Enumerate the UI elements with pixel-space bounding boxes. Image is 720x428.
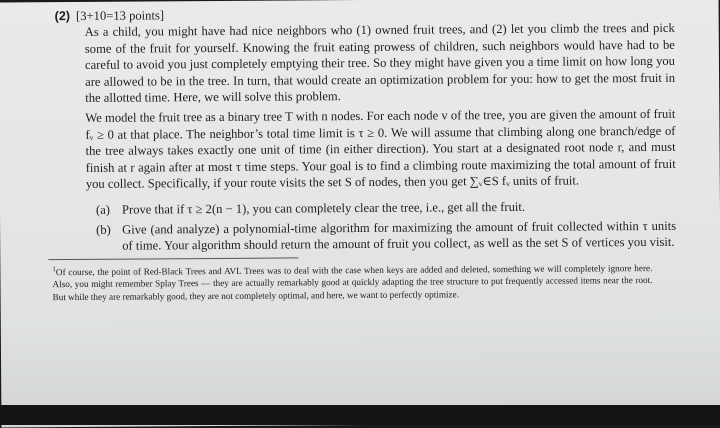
- part-b: [96, 218, 676, 255]
- part-a-label: (a): [96, 202, 116, 219]
- footnote: [52, 259, 652, 304]
- problem-number: (2): [55, 8, 71, 25]
- part-b-text: Give (and analyze) a polynomial-time algorithm for maximizing the amount of fruit collected within τ units of time. Your algorithm should return the amount of fruit you collect, as well as the set S of vertices you visit.: [122, 218, 676, 255]
- footnote-text: Of course, the point of Red-Black Trees and AVL Trees was to deal with the case when keys are added and deleted, something we will completely ignore here. Also, you might remember Splay Trees — they are actually remarkably good at quickly adapting the tree structure to put frequently accessed items near the root. But while they are remarkably good, they are not completely optimal, and here, we want to perfectly optimize.: [52, 263, 652, 302]
- footnote-rule: [48, 257, 298, 260]
- problem-points: [3+10=13 points]: [76, 7, 164, 24]
- screen-bezel: [0, 405, 720, 425]
- footnote-mark: 1: [52, 265, 56, 273]
- part-a: [96, 198, 676, 218]
- part-a-text: Prove that if τ ≥ 2(n − 1), you can completely clear the tree, i.e., get all the fruit.: [122, 198, 676, 218]
- model-paragraph: We model the fruit tree as a binary tree T with n nodes. For each node v of the tree, you are given the amount of fruit fᵥ ≥ 0 at that place. The neighbor’s total time limit is τ ≥ 0. We will assume that climbing along one branch/edge of the tree always takes exactly one unit of time (in either direction). You start at a designated root node r, and must finish at r again after at most τ time steps. Your goal is to find a climbing route maximizing the total amount of fruit you collect. Specifically, if your route visits the set S of nodes, then you get ∑ᵥ∈S fᵥ units of fruit.: [55, 106, 676, 192]
- part-b-label: (b): [96, 222, 116, 255]
- problem-2: [55, 4, 677, 304]
- intro-paragraph: As a child, you might have had nice neighbors who (1) owned fruit trees, and (2) let you climb the trees and pick some of the fruit for yourself. Knowing the fruit eating prowess of children, such neighbors would have had to be careful to avoid you just completely emptying their tree. So they might have given you a time limit on how long you are allowed to be in the tree. In turn, that would create an optimization problem for you: how to get the most fruit in the allotted time. Here, we will solve this problem.: [55, 20, 676, 106]
- problem-parts: [56, 198, 676, 255]
